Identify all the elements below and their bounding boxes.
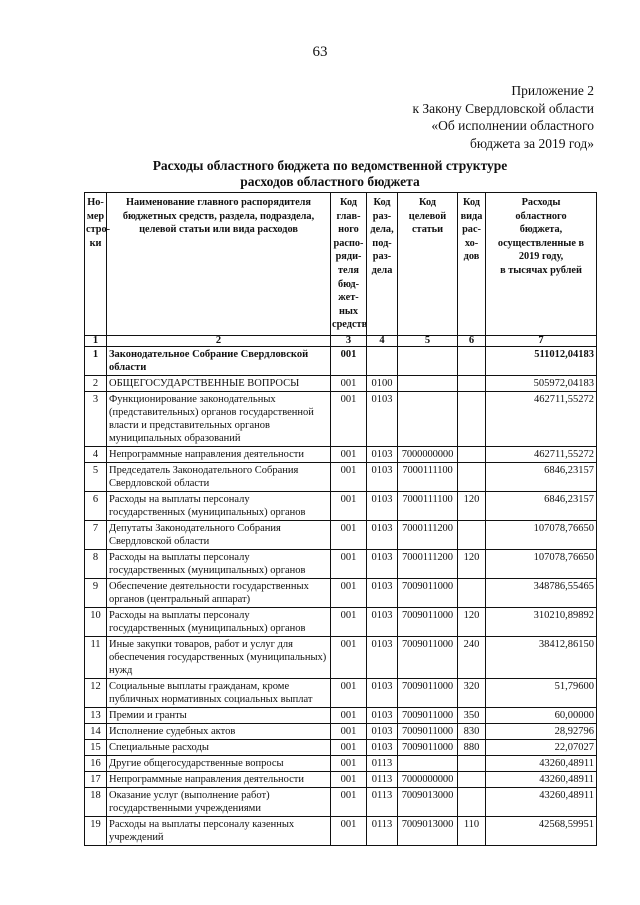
row-section-code: 0103	[367, 707, 398, 723]
column-number: 6	[458, 335, 486, 346]
row-section-code: 0103	[367, 520, 398, 549]
table-row	[85, 462, 597, 491]
column-number: 7	[486, 335, 597, 346]
row-section-code: 0103	[367, 678, 398, 707]
row-name: Расходы на выплаты персоналу казенных учреждений	[107, 816, 331, 845]
row-amount: 107078,76650	[486, 520, 597, 549]
table-row	[85, 520, 597, 549]
table-row	[85, 707, 597, 723]
row-number: 12	[85, 678, 107, 707]
header-expense-type-code: Код вида рас- хо- дов	[458, 193, 486, 336]
column-numbers-row	[85, 335, 597, 346]
row-section-code: 0113	[367, 787, 398, 816]
row-target-code: 7009011000	[398, 723, 458, 739]
appendix-header	[412, 82, 594, 152]
table-row	[85, 491, 597, 520]
row-grbs-code: 001	[331, 723, 367, 739]
table-row	[85, 346, 597, 375]
row-target-code	[398, 391, 458, 446]
row-section-code: 0113	[367, 816, 398, 845]
row-number: 13	[85, 707, 107, 723]
row-amount: 43260,48911	[486, 787, 597, 816]
row-section-code: 0103	[367, 491, 398, 520]
column-number: 1	[85, 335, 107, 346]
row-expense-type-code	[458, 771, 486, 787]
header-name: Наименование главного распорядителя бюджетных средств, раздела, подраздела, целевой статьи или вида расходов	[107, 193, 331, 336]
row-grbs-code: 001	[331, 739, 367, 755]
row-expense-type-code: 320	[458, 678, 486, 707]
row-grbs-code: 001	[331, 787, 367, 816]
row-amount: 505972,04183	[486, 375, 597, 391]
column-number: 5	[398, 335, 458, 346]
row-section-code: 0103	[367, 636, 398, 678]
row-section-code: 0100	[367, 375, 398, 391]
row-name: Оказание услуг (выполнение работ) государственными учреждениями	[107, 787, 331, 816]
table-row	[85, 607, 597, 636]
row-number: 4	[85, 446, 107, 462]
row-expense-type-code	[458, 391, 486, 446]
row-grbs-code: 001	[331, 771, 367, 787]
row-section-code: 0103	[367, 462, 398, 491]
table-row	[85, 787, 597, 816]
row-name: Расходы на выплаты персоналу государственных (муниципальных) органов	[107, 549, 331, 578]
row-name: Непрограммные направления деятельности	[107, 446, 331, 462]
row-target-code: 7009011000	[398, 739, 458, 755]
row-target-code: 7009013000	[398, 787, 458, 816]
row-name: Расходы на выплаты персоналу государственных (муниципальных) органов	[107, 491, 331, 520]
row-grbs-code: 001	[331, 375, 367, 391]
row-number: 3	[85, 391, 107, 446]
row-target-code: 7000111100	[398, 491, 458, 520]
row-amount: 511012,04183	[486, 346, 597, 375]
row-section-code: 0103	[367, 578, 398, 607]
row-grbs-code: 001	[331, 462, 367, 491]
title-line: Расходы областного бюджета по ведомственной структуре	[152, 158, 508, 173]
column-number: 4	[367, 335, 398, 346]
row-amount: 51,79600	[486, 678, 597, 707]
row-amount: 43260,48911	[486, 771, 597, 787]
row-number: 6	[85, 491, 107, 520]
table-row	[85, 549, 597, 578]
row-number: 15	[85, 739, 107, 755]
row-expense-type-code	[458, 446, 486, 462]
column-number: 3	[331, 335, 367, 346]
table-row	[85, 636, 597, 678]
row-name: Законодательное Собрание Свердловской области	[107, 346, 331, 375]
row-grbs-code: 001	[331, 391, 367, 446]
table-row	[85, 739, 597, 755]
row-amount: 6846,23157	[486, 462, 597, 491]
appendix-line: к Закону Свердловской области	[412, 100, 594, 116]
row-name: Исполнение судебных актов	[107, 723, 331, 739]
row-target-code: 7009011000	[398, 707, 458, 723]
budget-table	[84, 192, 597, 846]
row-amount: 6846,23157	[486, 491, 597, 520]
row-number: 2	[85, 375, 107, 391]
column-number: 2	[107, 335, 331, 346]
row-expense-type-code	[458, 787, 486, 816]
appendix-line: Приложение 2	[511, 83, 594, 98]
row-target-code	[398, 375, 458, 391]
row-amount: 310210,89892	[486, 607, 597, 636]
row-amount: 462711,55272	[486, 446, 597, 462]
table-row	[85, 391, 597, 446]
row-number: 17	[85, 771, 107, 787]
row-amount: 107078,76650	[486, 549, 597, 578]
row-grbs-code: 001	[331, 446, 367, 462]
row-number: 8	[85, 549, 107, 578]
row-grbs-code: 001	[331, 816, 367, 845]
table-row	[85, 816, 597, 845]
row-section-code: 0103	[367, 739, 398, 755]
row-grbs-code: 001	[331, 755, 367, 771]
row-target-code: 7000111100	[398, 462, 458, 491]
row-number: 16	[85, 755, 107, 771]
row-name: Функционирование законодательных (представительных) органов государственной власти и представительных органов муниципальных образований	[107, 391, 331, 446]
table-row	[85, 446, 597, 462]
row-number: 18	[85, 787, 107, 816]
table-row	[85, 678, 597, 707]
row-target-code	[398, 346, 458, 375]
row-expense-type-code	[458, 462, 486, 491]
table-header-row	[85, 193, 597, 336]
appendix-line: «Об исполнении областного	[431, 118, 594, 133]
row-grbs-code: 001	[331, 549, 367, 578]
row-grbs-code: 001	[331, 346, 367, 375]
row-grbs-code: 001	[331, 707, 367, 723]
row-target-code	[398, 755, 458, 771]
header-target-code: Код целевой статьи	[398, 193, 458, 336]
row-expense-type-code: 120	[458, 549, 486, 578]
row-section-code: 0103	[367, 391, 398, 446]
table-row	[85, 723, 597, 739]
row-target-code: 7000000000	[398, 446, 458, 462]
row-expense-type-code	[458, 520, 486, 549]
table-row	[85, 755, 597, 771]
row-expense-type-code: 120	[458, 607, 486, 636]
row-target-code: 7009011000	[398, 636, 458, 678]
row-number: 5	[85, 462, 107, 491]
page-number: 63	[312, 44, 328, 60]
row-section-code: 0113	[367, 755, 398, 771]
row-section-code: 0103	[367, 607, 398, 636]
row-target-code: 7000111200	[398, 520, 458, 549]
row-target-code: 7009013000	[398, 816, 458, 845]
row-grbs-code: 001	[331, 491, 367, 520]
row-target-code: 7009011000	[398, 607, 458, 636]
row-name: Социальные выплаты гражданам, кроме публичных нормативных социальных выплат	[107, 678, 331, 707]
row-number: 11	[85, 636, 107, 678]
row-target-code: 7000111200	[398, 549, 458, 578]
row-number: 19	[85, 816, 107, 845]
row-amount: 28,92796	[486, 723, 597, 739]
header-grbs-code: Код глав- ного распо- ряди- теля бюд- жет- ных средств	[331, 193, 367, 336]
row-name: Иные закупки товаров, работ и услуг для обеспечения государственных (муниципальных) нужд	[107, 636, 331, 678]
row-number: 9	[85, 578, 107, 607]
row-section-code: 0103	[367, 446, 398, 462]
row-grbs-code: 001	[331, 607, 367, 636]
row-grbs-code: 001	[331, 578, 367, 607]
row-expense-type-code: 880	[458, 739, 486, 755]
row-expense-type-code: 240	[458, 636, 486, 678]
row-section-code: 0103	[367, 723, 398, 739]
row-name: Другие общегосударственные вопросы	[107, 755, 331, 771]
row-section-code: 0103	[367, 549, 398, 578]
row-target-code: 7009011000	[398, 678, 458, 707]
row-name: Непрограммные направления деятельности	[107, 771, 331, 787]
row-name: Председатель Законодательного Собрания Свердловской области	[107, 462, 331, 491]
row-number: 14	[85, 723, 107, 739]
row-amount: 43260,48911	[486, 755, 597, 771]
row-section-code: 0113	[367, 771, 398, 787]
title-line: расходов областного бюджета	[240, 174, 420, 189]
row-amount: 22,07027	[486, 739, 597, 755]
row-expense-type-code: 830	[458, 723, 486, 739]
row-amount: 348786,55465	[486, 578, 597, 607]
table-row	[85, 578, 597, 607]
row-name: Специальные расходы	[107, 739, 331, 755]
row-name: Расходы на выплаты персоналу государственных (муниципальных) органов	[107, 607, 331, 636]
row-name: Обеспечение деятельности государственных органов (центральный аппарат)	[107, 578, 331, 607]
document-title	[0, 158, 640, 190]
row-name: Депутаты Законодательного Собрания Свердловской области	[107, 520, 331, 549]
row-expense-type-code: 120	[458, 491, 486, 520]
row-amount: 38412,86150	[486, 636, 597, 678]
row-expense-type-code	[458, 346, 486, 375]
row-amount: 60,00000	[486, 707, 597, 723]
row-target-code: 7000000000	[398, 771, 458, 787]
row-number: 1	[85, 346, 107, 375]
row-grbs-code: 001	[331, 520, 367, 549]
row-name: ОБЩЕГОСУДАРСТВЕННЫЕ ВОПРОСЫ	[107, 375, 331, 391]
row-expense-type-code	[458, 578, 486, 607]
row-section-code	[367, 346, 398, 375]
row-amount: 42568,59951	[486, 816, 597, 845]
row-grbs-code: 001	[331, 636, 367, 678]
header-row-number: Но- мер стро- ки	[85, 193, 107, 336]
row-expense-type-code: 110	[458, 816, 486, 845]
row-name: Премии и гранты	[107, 707, 331, 723]
row-number: 7	[85, 520, 107, 549]
table-row	[85, 771, 597, 787]
row-expense-type-code: 350	[458, 707, 486, 723]
header-amount: Расходы областного бюджета, осуществленные в 2019 году, в тысячах рублей	[486, 193, 597, 336]
row-number: 10	[85, 607, 107, 636]
row-expense-type-code	[458, 375, 486, 391]
appendix-line: бюджета за 2019 год»	[470, 135, 594, 151]
row-target-code: 7009011000	[398, 578, 458, 607]
row-grbs-code: 001	[331, 678, 367, 707]
table-row	[85, 375, 597, 391]
row-expense-type-code	[458, 755, 486, 771]
header-section-code: Код раз- дела, под- раз- дела	[367, 193, 398, 336]
row-amount: 462711,55272	[486, 391, 597, 446]
